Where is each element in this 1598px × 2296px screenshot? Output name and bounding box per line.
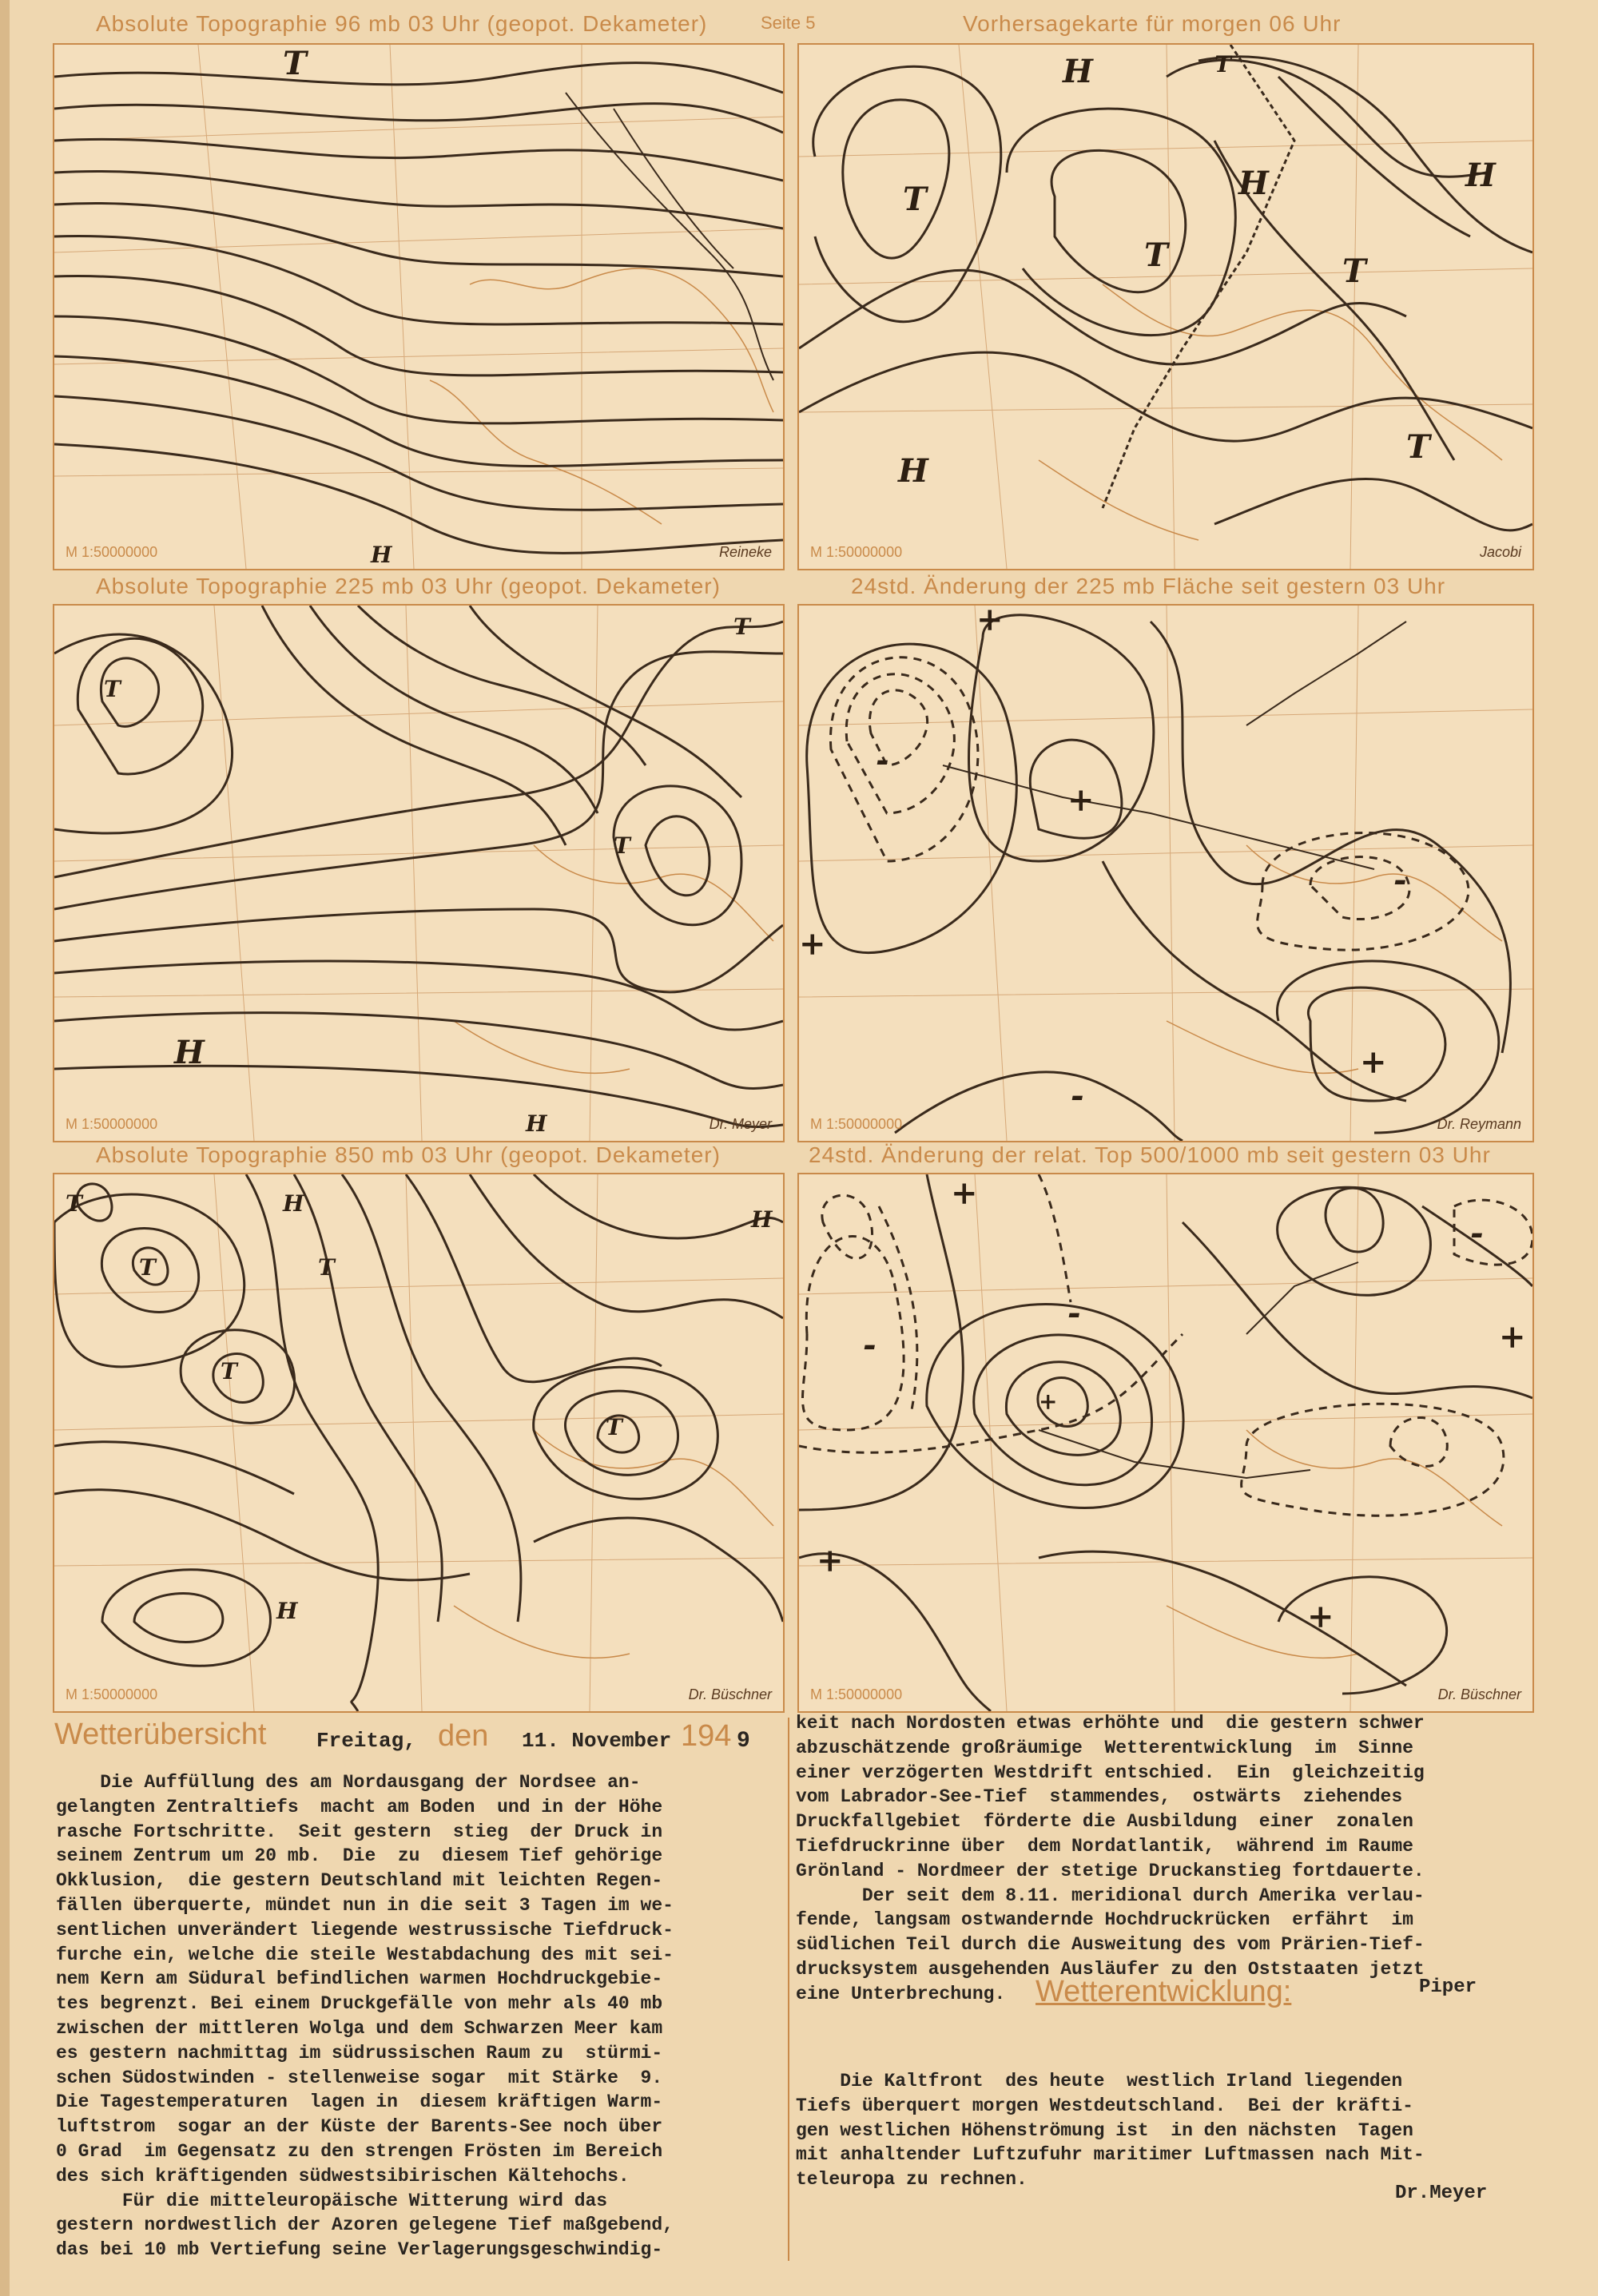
text-line: teleuropa zu rechnen.	[796, 2169, 1028, 2191]
map-author: Dr. Meyer	[709, 1116, 772, 1132]
plus-symbol: +	[817, 1542, 844, 1579]
low-pressure-symbol: T	[1406, 428, 1430, 466]
date-label: den	[438, 1719, 489, 1753]
text-line: des sich kräftigenden südwestsibirischen Kältehochs.	[56, 2165, 630, 2187]
map-title-forecast: Vorhersagekarte für morgen 06 Uhr	[963, 11, 1342, 36]
minus-symbol: -	[1067, 1294, 1081, 1332]
contour-map	[54, 606, 783, 1141]
minus-symbol: -	[1071, 1077, 1084, 1114]
map-scale: M 1:50000000	[66, 1686, 158, 1702]
text-line: Die Auffüllung des am Nordausgang der Nordsee an-	[56, 1772, 641, 1793]
low-pressure-symbol: T	[1144, 236, 1168, 274]
change-map	[799, 606, 1532, 1141]
plus-symbol: +	[1307, 1598, 1334, 1635]
map-scale: M 1:50000000	[66, 544, 158, 560]
map-panel-850mb	[53, 1173, 785, 1713]
year-printed: 194	[681, 1719, 732, 1753]
text-line: es gestern nachmittag im südrussischen Raum zu stürmi-	[56, 2042, 663, 2064]
high-pressure-symbol: H	[526, 1110, 547, 1137]
contour-map	[54, 45, 783, 569]
text-line: mit anhaltender Luftzufuhr maritimer Luftmassen nach Mit-	[796, 2144, 1425, 2166]
text-line: Okklusion, die gestern Deutschland mit leichten Regen-	[56, 1870, 663, 1892]
plus-symbol: +	[799, 925, 826, 963]
plus-symbol: +	[1067, 781, 1095, 819]
text-line: schen Südostwinden - stellenweise sogar mit Stärke 9.	[56, 2067, 663, 2088]
plus-symbol: +	[951, 1174, 978, 1212]
low-pressure-symbol: T	[139, 1254, 156, 1281]
map-title-relat-top: 24std. Änderung der relat. Top 500/1000 mb seit gestern 03 Uhr	[809, 1142, 1491, 1167]
low-pressure-symbol: T	[614, 832, 630, 859]
map-author: Jacobi	[1479, 544, 1521, 560]
text-line: Tiefs überquert morgen Westdeutschland. Bei der kräfti-	[796, 2095, 1413, 2116]
text-line: luftstrom sogar an der Küste der Barents-See noch über	[56, 2116, 663, 2138]
map-author: Reineke	[718, 544, 772, 560]
page-number: Seite 5	[761, 13, 816, 33]
high-pressure-symbol: H	[1238, 165, 1269, 202]
plus-symbol: +	[1360, 1043, 1387, 1081]
text-line: drucksystem ausgehenden Ausläufer zu den Oststaaten jetzt	[796, 1958, 1425, 1980]
low-pressure-symbol: T	[1342, 252, 1366, 290]
low-pressure-symbol: T	[1214, 51, 1231, 77]
high-pressure-symbol: H	[283, 1190, 304, 1217]
high-pressure-symbol: H	[898, 452, 928, 490]
minus-symbol: -	[1470, 1214, 1484, 1252]
low-pressure-symbol: T	[221, 1358, 237, 1384]
column-divider	[788, 1718, 789, 2261]
low-pressure-symbol: T	[104, 676, 121, 702]
map-author: Dr. Reymann	[1437, 1116, 1521, 1132]
wetteruebersicht-text-left	[56, 1770, 674, 2262]
text-line: seinem Zentrum um 20 mb. Die zu diesem Tief gehörige	[56, 1845, 663, 1867]
low-pressure-symbol: T	[903, 181, 927, 218]
text-line: das bei 10 mb Vertiefung seine Verlagerungsgeschwindig-	[56, 2239, 663, 2261]
map-scale: M 1:50000000	[810, 544, 903, 560]
text-line: Grönland - Nordmeer der stetige Druckanstieg fortdauerte.	[796, 1860, 1425, 1881]
low-pressure-symbol: T	[66, 1190, 82, 1217]
minus-symbol: -	[863, 1326, 877, 1364]
text-line: sentlichen unverändert liegende westrussische Tiefdruck-	[56, 1919, 674, 1940]
map-scale: M 1:50000000	[66, 1116, 158, 1132]
text-line: fällen überquerte, mündet nun in die seit 3 Tagen im we-	[56, 1894, 674, 1916]
wetterentwicklung-title: Wetterentwicklung:	[1036, 1975, 1292, 2008]
text-line: zwischen der mittleren Wolga und dem Schwarzen Meer kam	[56, 2017, 663, 2039]
forecast-map	[799, 45, 1532, 569]
map-title-850mb: Absolute Topographie 850 mb 03 Uhr (geopot. Dekameter)	[96, 1142, 721, 1167]
text-line: gelangten Zentraltiefs macht am Boden und in der Höhe	[56, 1796, 663, 1817]
text-line: einer verzögerten Westdrift entschied. Ein gleichzeitig	[796, 1762, 1425, 1783]
year-typed: 9	[737, 1729, 750, 1754]
text-line: 0 Grad im Gegensatz zu den strengen Frösten im Bereich	[56, 2140, 663, 2162]
text-line: Der seit dem 8.11. meridional durch Amerika verlau-	[796, 1885, 1425, 1906]
minus-symbol: -	[876, 741, 889, 779]
change-map	[799, 1174, 1532, 1711]
signature-piper: Piper	[1419, 1976, 1477, 1998]
text-line: rasche Fortschritte. Seit gestern stieg der Druck in	[56, 1821, 663, 1842]
text-line: Tiefdruckrinne über dem Nordatlantik, während im Raume	[796, 1835, 1413, 1857]
low-pressure-symbol: T	[318, 1254, 335, 1281]
wetteruebersicht-text-right	[796, 1711, 1425, 2007]
map-panel-forecast	[797, 43, 1534, 570]
text-line: südlichen Teil durch die Ausweitung des vom Prärien-Tief-	[796, 1934, 1425, 1956]
map-author: Dr. Büschner	[1437, 1686, 1521, 1702]
text-line: gestern nordwestlich der Azoren gelegene Tief maßgebend,	[56, 2215, 674, 2236]
weekday: Freitag,	[316, 1729, 416, 1753]
text-line: tes begrenzt. Bei einem Druckgefälle von mehr als 40 mb	[56, 1993, 663, 2015]
text-line: Für die mitteleuropäische Witterung wird das	[56, 2190, 608, 2211]
high-pressure-symbol: H	[371, 542, 392, 568]
text-line: Druckfallgebiet förderte die Ausbildung einer zonalen	[796, 1811, 1413, 1833]
high-pressure-symbol: H	[174, 1034, 205, 1071]
plus-symbol: +	[976, 604, 1004, 638]
high-pressure-symbol: H	[1465, 157, 1496, 194]
text-line: furche ein, welche die steile Westabdachung des mit sei-	[56, 1944, 674, 1965]
high-pressure-symbol: H	[751, 1206, 773, 1233]
low-pressure-symbol: T	[733, 614, 750, 640]
map-panel-relat-top	[797, 1173, 1534, 1713]
wetteruebersicht-header	[54, 1718, 781, 1766]
map-panel-96mb	[53, 43, 785, 570]
text-line: Die Kaltfront des heute westlich Irland liegenden	[796, 2071, 1403, 2091]
date: 11. November	[522, 1729, 672, 1753]
wetterentwicklung-text	[796, 2069, 1425, 2192]
low-pressure-symbol: T	[283, 45, 307, 82]
text-line: abzuschätzende großräumige Wetterentwicklung im Sinne	[796, 1737, 1413, 1758]
map-author: Dr. Büschner	[688, 1686, 772, 1702]
map-scale: M 1:50000000	[810, 1686, 903, 1702]
text-line: gen westlichen Höhenströmung ist in den nächsten Tagen	[796, 2119, 1413, 2141]
low-pressure-symbol: T	[606, 1414, 622, 1440]
map-title-225mb-change: 24std. Änderung der 225 mb Fläche seit gestern 03 Uhr	[851, 574, 1446, 598]
signature-meyer: Dr.Meyer	[1395, 2183, 1488, 2204]
map-title-96mb: Absolute Topographie 96 mb 03 Uhr (geopot. Dekameter)	[96, 11, 708, 36]
text-line: Die Tagestemperaturen lagen in diesem kräftigen Warm-	[56, 2091, 663, 2113]
text-line: keit nach Nordosten etwas erhöhte und die gestern schwer	[796, 1713, 1425, 1734]
contour-map	[54, 1174, 783, 1711]
text-line: vom Labrador-See-Tief stammendes, ostwärts ziehendes	[796, 1786, 1403, 1808]
plus-symbol: +	[1039, 1388, 1058, 1415]
text-line: fende, langsam ostwandernde Hochdruckrücken erfährt im	[796, 1909, 1413, 1931]
text-line: eine Unterbrechung.	[796, 1983, 1006, 2004]
map-scale: M 1:50000000	[810, 1116, 903, 1132]
text-line: nem Kern am Südural befindlichen warmen Hochdruckgebie-	[56, 1968, 663, 1990]
map-title-225mb: Absolute Topographie 225 mb 03 Uhr (geopot. Dekameter)	[96, 574, 721, 598]
map-panel-225mb	[53, 604, 785, 1142]
minus-symbol: -	[1393, 861, 1407, 899]
paper-edge	[0, 0, 10, 2296]
plus-symbol: +	[1499, 1318, 1526, 1356]
section-title: Wetterübersicht	[54, 1718, 267, 1751]
high-pressure-symbol: H	[1063, 53, 1093, 90]
high-pressure-symbol: H	[276, 1598, 298, 1624]
map-panel-225mb-change	[797, 604, 1534, 1142]
